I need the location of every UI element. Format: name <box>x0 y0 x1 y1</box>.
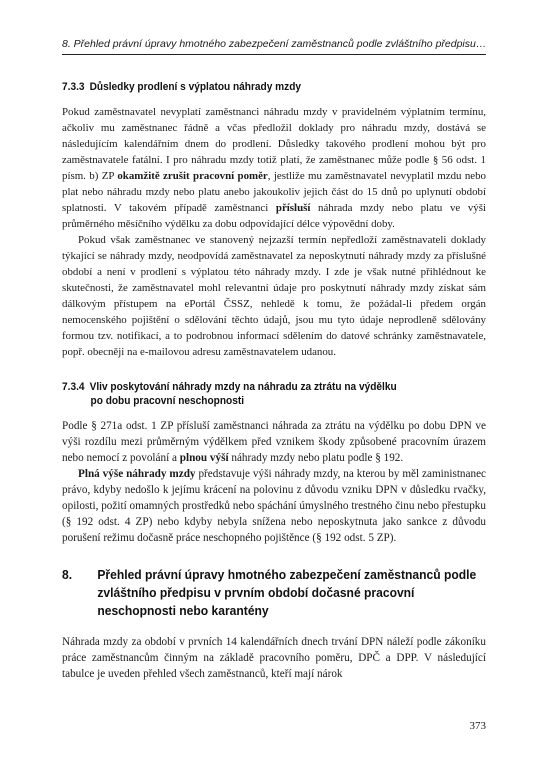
section-734-paragraph-1 <box>62 418 486 466</box>
section-734-title-line-1: Vliv poskytování náhrady mzdy na náhradu za ztrátu na výdělku <box>89 381 397 393</box>
page-content <box>62 80 486 682</box>
text-run: , jestliže mu zaměstnavatel nevyplatil mzdu nebo plat nebo náhradu mzdy nebo platu anebo jakoukoliv jejich část do 15 dnů po uplynutí období splatnosti. V takovém případě zaměstnanci <box>62 170 487 214</box>
bold-term: přísluší <box>275 202 311 214</box>
bold-term: Plná výše náhrady mzdy <box>78 468 196 480</box>
section-734-number: 7.3.4 <box>62 381 85 393</box>
running-header: 8. Přehled právní úpravy hmotného zabezpečení zaměstnanců podle zvláštního předpisu… <box>62 38 486 50</box>
spacer <box>62 546 486 566</box>
section-734-heading <box>62 380 483 408</box>
section-733-heading <box>62 80 483 94</box>
section-733-title: Důsledky prodlení s výplatou náhrady mzdy <box>89 81 302 93</box>
section-734-title-line-2: po dobu pracovní neschopnosti <box>90 395 245 407</box>
header-rule <box>62 54 486 55</box>
text-run: náhrada mzdy nebo platu ve výši průměrného měsíčního výdělku za dobu odpovídající délce výpovědní doby. <box>62 202 486 230</box>
chapter-8-number: 8. <box>62 567 73 582</box>
bold-term: okamžitě zrušit pracovní poměr <box>117 170 268 182</box>
text-run: Podle § 271a odst. 1 ZP přísluší zaměstnanci náhrada za ztrátu na výdělku po dobu DPN ve výši rozdílu mezi průměrným výdělkem před vznikem škody způsobené pracovním úrazem nebo nemocí z povolání a <box>62 420 486 464</box>
chapter-8-paragraph-1: Náhrada mzdy za období v prvních 14 kalendářních dnech trvání DPN náleží podle zákoníku práce zaměstnancům činným na základě pracovního poměru, DPČ a DPP. V následující tabulce je uveden přehled všech zaměstnanců, kteří mají nárok <box>62 636 486 680</box>
text-run: Pokud zaměstnavatel nevyplatí zaměstnanci náhradu mzdy v pravidelném výplatním termínu, ačkoliv mu zaměstnanec řádně a včas předložil doklady pro náhradu mzdy, dostává se následujícím kalendářním dnem do prodlení. Důsledky takového prodlení mohou být pro zaměstnavatele fatální. I pro náhradu mzdy totiž platí, že zaměstnanec může podle § 56 odst. 1 písm. b) ZP <box>62 106 486 182</box>
text-run: představuje výši náhrady mzdy, na kterou by měl zaministnanec právo, kdyby nedošlo k jejímu krácení na polovinu z důvodu vzniku DPN v důsledku rvačky, opilosti, požití omamných prostředků nebo spáchání úmyslného trestného činu nebo přestupku (§ 192 odst. 4 ZP) nebo kdyby nebyla snížena nebo neposkytnuta jako sankce z důvodu porušení režimu dočasně práce neschopného pojištěnce (§ 192 odst. 5 ZP). <box>62 468 487 544</box>
page-number: 373 <box>469 720 486 732</box>
chapter-8-title: Přehled právní úpravy hmotného zabezpečení zaměstnanců podle zvláštního předpisu v prvním období dočasné pracovní neschopnosti nebo karantény <box>97 567 477 618</box>
section-733-paragraph-1 <box>62 104 486 232</box>
section-733-paragraph-2: Pokud však zaměstnanec ve stanovený nejzazší termín nepředloží zaměstnavateli doklady týkající se náhrady mzdy, neodpovídá zaměstnavatel za neposkytnutí náhrady mzdy za příslušné období a není v prodlení s výplatou této náhrady mzdy. I zde je však nutné přihlédnout ke skutečnosti, že zaměstnavatel mohl relevantní údaje pro poskytnutí náhrady mzdy získat sám dálkovým přístupem na ePortál ČSSZ, nehledě k tomu, že požádal-li předem orgán nemocenského pojištění o sdělování těchto údajů, jsou mu tyto údaje neprodleně sdělovány formou tzv. notifikací, a to podrobnou informací sdělením do datové schránky zaměstnavatele, popř. obecněji na e-mailovou adresu zaměstnavatelem udanou. <box>62 234 486 358</box>
section-734-paragraph-2 <box>62 466 486 546</box>
spacer <box>62 360 486 380</box>
chapter-8-heading <box>62 566 486 620</box>
text-run: náhrady mzdy nebo platu podle § 192. <box>228 452 404 464</box>
bold-term: plnou výší <box>179 452 229 464</box>
section-733-number: 7.3.3 <box>62 81 85 93</box>
